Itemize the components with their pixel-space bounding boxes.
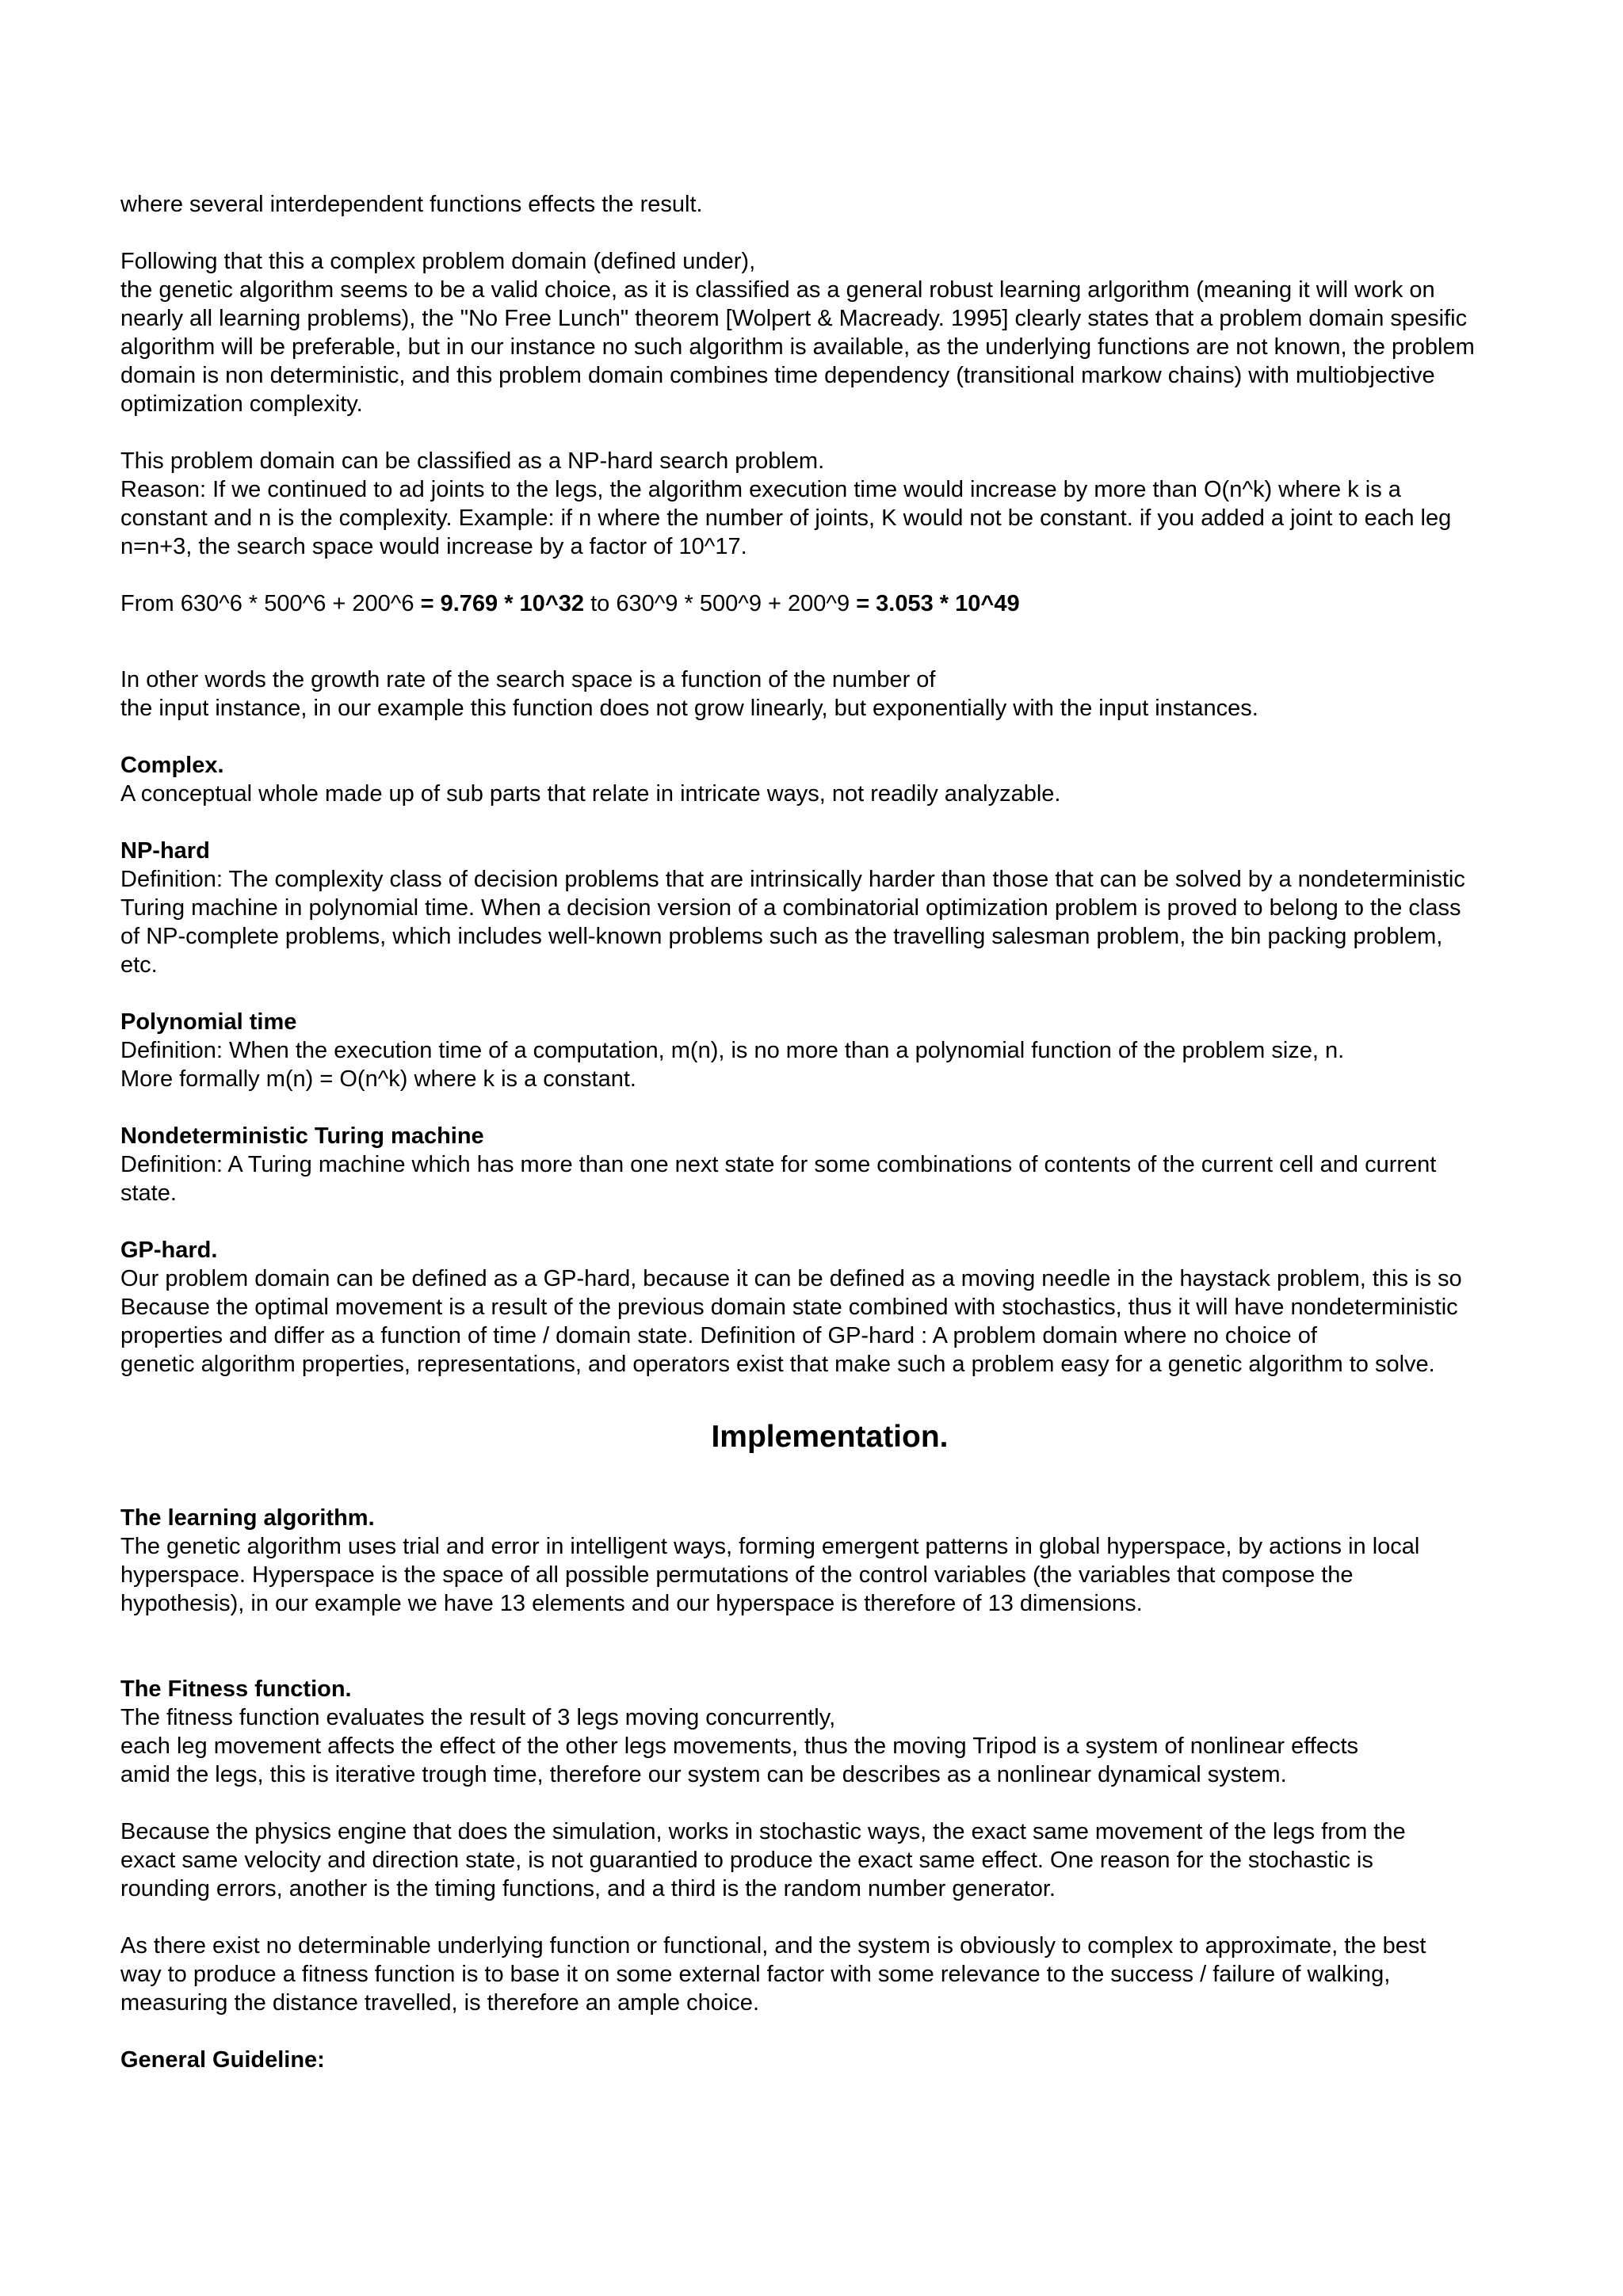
fitness-function-heading: The Fitness function. — [120, 1676, 352, 1702]
spacer — [120, 1903, 1579, 1932]
learning-algorithm-text: The genetic algorithm uses trial and error in intelligent ways, forming emergent patterns in global hyperspace, by actions in local hyperspace. Hyperspace is the space of all possible permutations of the control variables (the variables that compose the hypothesis), in our example we have 13 elements and our hyperspace is therefore of 13 dimensions. — [120, 1534, 1420, 1616]
spacer — [120, 723, 1579, 751]
np-hard-classification-paragraph: This problem domain can be classified as a NP-hard search problem. Reason: If we continued to ad joints to the legs, the algorithm execution time would increase by more than O(n^k) where k is a constant and n is the complexity. Example: if n where the number of joints, K would not be constant. if you added a joint to each leg n=n+3, the search space would increase by a factor of 10^17. — [120, 448, 1452, 559]
search-space-formula — [120, 589, 1579, 618]
implementation-section-title: Implementation. — [711, 1420, 949, 1454]
general-guideline-heading: General Guideline: — [120, 2047, 325, 2073]
spacer — [120, 1207, 1579, 1236]
spacer — [120, 418, 1579, 447]
spacer — [120, 561, 1579, 589]
physics-engine-paragraph: Because the physics engine that does the simulation, works in stochastic ways, the exact same movement of the legs from the exact same velocity and direction state, is not guarantied to produce the exact same effect. One reason for the stochastic is rounding errors, another is the timing functions, and a third is the random number generator. — [120, 1819, 1406, 1901]
growth-paragraph: In other words the growth rate of the search space is a function of the number of the input instance, in our example this function does not grow linearly, but exponentially with the input instances. — [120, 667, 1258, 721]
determinable-function-paragraph: As there exist no determinable underlying function or functional, and the system is obviously to complex to approximate, the best way to produce a fitness function is to base it on some external factor with some relevance to the success / failure of walking, measuring the distance travelled, is therefore an ample choice. — [120, 1933, 1426, 2016]
np-hard-definition: Definition: The complexity class of decision problems that are intrinsically harder than those that can be solved by a nondeterministic Turing machine in polynomial time. When a decision version of a combinatorial optimization problem is proved to belong to the class of NP-complete problems, which includes well-known problems such as the travelling salesman problem, the bin packing problem, etc. — [120, 867, 1465, 978]
np-hard-heading: NP-hard — [120, 838, 210, 864]
spacer — [120, 2017, 1579, 2046]
gp-hard-heading: GP-hard. — [120, 1238, 218, 1263]
intro-tail-paragraph: where several interdependent functions effects the result. — [120, 192, 703, 217]
fitness-function-text: The fitness function evaluates the result of 3 legs moving concurrently, each leg movement affects the effect of the other legs movements, thus the moving Tripod is a system of nonlinear effects amid the legs, this is iterative trough time, therefore our system can be describes as a nonlinear dynamical system. — [120, 1705, 1359, 1787]
polynomial-time-definition: Definition: When the execution time of a computation, m(n), is no more than a polynomial function of the problem size, n. More formally m(n) = O(n^k) where k is a constant. — [120, 1038, 1345, 1092]
spacer — [120, 1618, 1579, 1675]
spacer — [120, 808, 1579, 837]
formula-result-2: = 3.053 * 10^49 — [856, 591, 1020, 616]
formula-to: to 630^9 * 500^9 + 200^9 — [584, 591, 857, 616]
polynomial-time-heading: Polynomial time — [120, 1009, 297, 1035]
spacer — [120, 979, 1579, 1008]
learning-algorithm-heading: The learning algorithm. — [120, 1505, 375, 1531]
following-paragraph: Following that this a complex problem domain (defined under), the genetic algorithm seems to be a valid choice, as it is classified as a general robust learning arlgorithm (meaning it will work on nearly all learning problems), the "No Free Lunch" theorem [Wolpert & Macready. 1995] clearly states that a problem domain spesific algorithm will be preferable, but in our instance no such algorithm is available, as the underlying functions are not known, the problem domain is non deterministic, and this problem domain combines time dependency (transitional markow chains) with multiobjective optimization complexity. — [120, 249, 1475, 417]
spacer — [120, 219, 1579, 247]
formula-result-1: = 9.769 * 10^32 — [420, 591, 585, 616]
spacer — [120, 1789, 1579, 1817]
gp-hard-definition: Our problem domain can be defined as a GP-hard, because it can be defined as a moving needle in the haystack problem, this is so Because the optimal movement is a result of the previous domain state combined with stochastics, thus it will have nondeterministic properties and differ as a function of time / domain state. Definition of GP-hard : A problem domain where no choice of genetic algorithm properties, representations, and operators exist that make such a problem easy for a genetic algorithm to solve. — [120, 1266, 1462, 1377]
formula-from: From 630^6 * 500^6 + 200^6 — [120, 591, 421, 616]
complex-heading: Complex. — [120, 753, 224, 778]
spacer — [120, 618, 1579, 666]
spacer — [120, 1093, 1579, 1122]
ndtm-definition: Definition: A Turing machine which has more than one next state for some combinations of contents of the current cell and current state. — [120, 1152, 1437, 1206]
ndtm-heading: Nondeterministic Turing machine — [120, 1123, 484, 1149]
document-page — [120, 190, 1579, 2074]
complex-definition: A conceptual whole made up of sub parts that relate in intricate ways, not readily analyzable. — [120, 781, 1061, 807]
